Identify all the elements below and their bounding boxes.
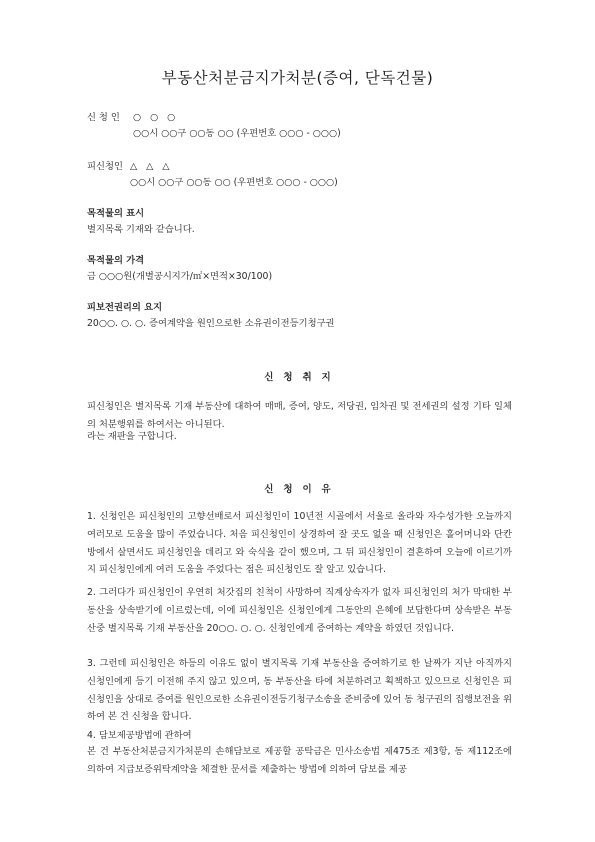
- document-title: 부동산처분금지가처분(증여, 단독건물): [161, 69, 434, 87]
- price-text: 금 ○○○원(개별공시지가/㎡×면적×30/100): [87, 271, 273, 282]
- reason-item-1: 1. 신청인은 피신청인의 고향선배로서 피신청인이 10년전 시골에서 서울로 올라와 자수성가한 오늘까지 여러모로 도움을 많이 주었습니다. 처음 피신청인이 상경하여 잘 곳도 없을 때 신청인은 홀어머니와 단칸방에서 살면서도 피신청인을 데리고 와 숙식을 같이 했으며, 그 뒤 피신청인이 결혼하여 오늘에 이르기까지 피신청인에게 여러 도움을 주었다는 점은 피신청인도 잘 알고 있습니다.: [87, 511, 512, 576]
- purpose-heading: 신 청 취 지: [264, 372, 331, 383]
- price-heading: 목적물의 가격: [87, 255, 145, 266]
- applicant-name: ○ ○ ○: [133, 112, 179, 123]
- reasons-heading: 신 청 이 유: [264, 484, 331, 495]
- object-heading: 목적물의 표시: [87, 208, 145, 219]
- applicant-label: 신 청 인: [87, 112, 120, 123]
- respondent-name: △ △ △: [130, 161, 173, 172]
- purpose-body: 피신청인은 별지목록 기재 부동산에 대하여 매매, 증여, 양도, 저당권, 임차권 및 전세권의 설정 기타 일체의 처분행위를 하여서는 아니된다.: [87, 401, 512, 430]
- reason-item-4-body: 본 건 부동산처분금지가처분의 손해담보로 제공할 공탁금은 민사소송법 제475조 제3항, 동 제112조에 의하여 지급보증위탁계약을 체결한 문서를 제출하는 방법에 의하여 담보를 제공: [87, 746, 512, 775]
- purpose-closing: 라는 재판을 구합니다.: [87, 431, 177, 442]
- respondent-label: 피신청인: [87, 161, 123, 172]
- right-heading: 피보전권리의 요지: [87, 302, 163, 313]
- reason-item-3: 3. 그런데 피신청인은 하등의 이유도 없이 별지목록 기재 부동산을 증여하기로 한 날짜가 지난 아직까지 신청인에게 등기 이전해 주지 않고 있으며, 동 부동산을 타에 처분하려고 획책하고 있으므로 신청인은 피신청인을 상대로 증여를 원인으로한 소유권이전등기청구소송을 준비중에 있어 동 청구권의 집행보전을 위하여 본 건 신청을 합니다.: [87, 658, 512, 723]
- object-text: 별지목록 기재와 같습니다.: [87, 224, 195, 235]
- reason-item-4: 4. 담보제공방법에 관하여: [87, 730, 192, 741]
- applicant-address: ○○시 ○○구 ○○동 ○○ (우편번호 ○○○ - ○○○): [133, 128, 341, 139]
- respondent-address: ○○시 ○○구 ○○동 ○○ (우편번호 ○○○ - ○○○): [130, 177, 338, 188]
- reason-item-2: 2. 그러다가 피신청인이 우연히 처갓집의 친척이 사망하여 직계상속자가 없자 피신청인의 처가 막대한 부동산을 상속받기에 이르렀는데, 이에 피신청인은 신청인에게 그동안의 은혜에 보답한다며 상속받은 부동산중 별지목록 기재 부동산을 20○○. ○. ○. 신청인에게 증여하는 계약을 하였던 것입니다.: [87, 587, 512, 634]
- right-text: 20○○. ○. ○. 증여계약을 원인으로한 소유권이전등기청구권: [87, 318, 335, 329]
